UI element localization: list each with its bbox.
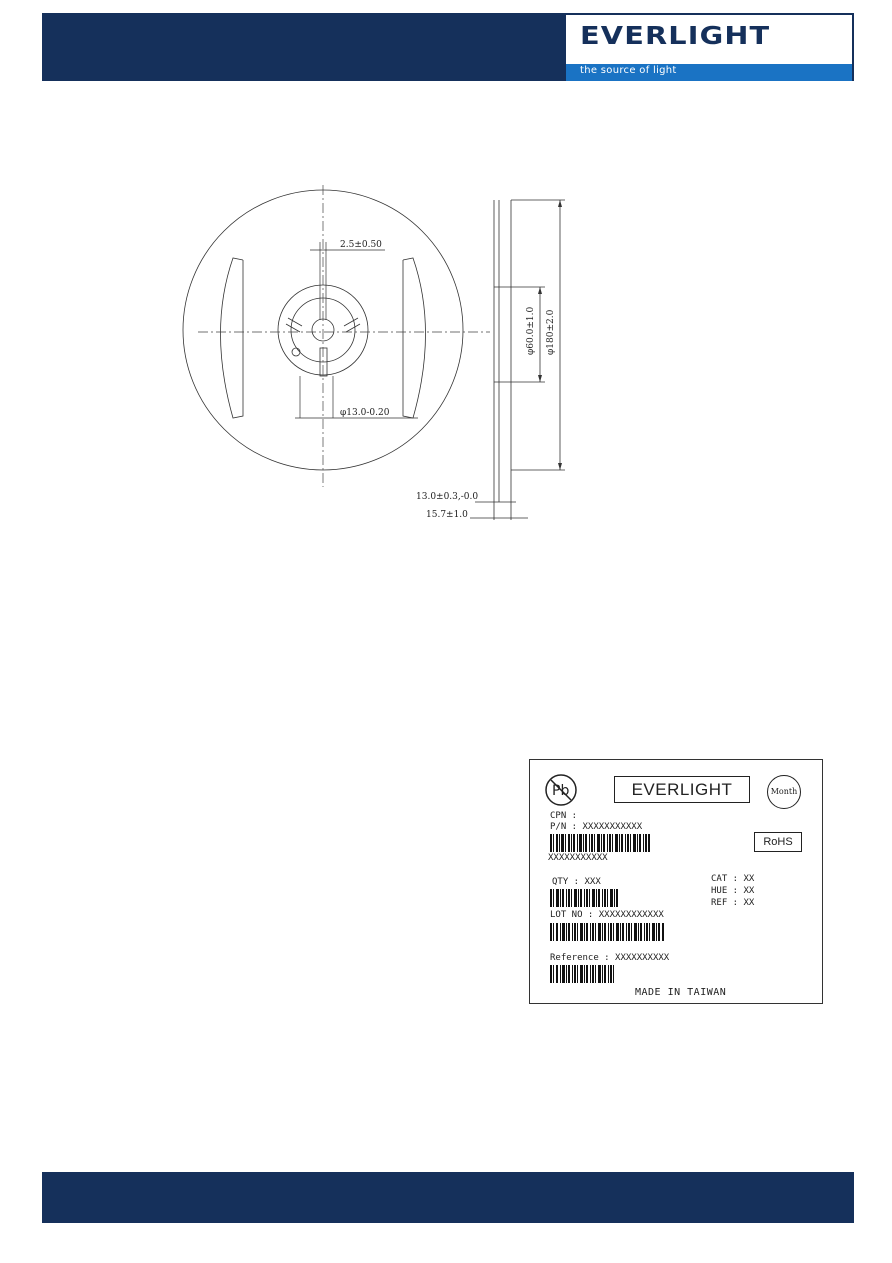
pb-free-icon: [544, 773, 578, 807]
tagline-text: the source of light: [580, 65, 677, 76]
reel-dimension-drawing: [170, 180, 590, 525]
pn-barcode: [550, 834, 650, 852]
reel-spoke-right: [344, 318, 360, 332]
reel-window-right: [403, 258, 426, 418]
cpn-field: CPN :: [550, 811, 578, 821]
reference-field: Reference : XXXXXXXXXX: [550, 953, 670, 963]
brand-logo: [566, 15, 852, 64]
hue-field: HUE : XX: [711, 886, 755, 896]
made-in-text: MADE IN TAIWAN: [635, 987, 727, 998]
ref-field: REF : XX: [711, 898, 755, 908]
rohs-mark: RoHS: [754, 832, 802, 852]
label-brand: EVERLIGHT: [614, 776, 750, 803]
reel-window-left: [221, 258, 244, 418]
dim-reel-diameter: φ180±2.0: [546, 309, 556, 355]
lot-field: LOT NO : XXXXXXXXXXXX: [550, 910, 664, 920]
dim-slot-width: 2.5±0.50: [340, 240, 382, 250]
reference-barcode: [550, 965, 614, 983]
dim-inner-width: 13.0±0.3,-0.0: [416, 492, 479, 502]
pn-value: XXXXXXXXXXX: [548, 853, 608, 863]
footer-band: [42, 1172, 854, 1223]
pn-field: P/N : XXXXXXXXXXX: [550, 822, 643, 832]
qty-field: QTY : XXX: [552, 877, 601, 887]
dim-hub-diameter: φ60.0±1.0: [526, 306, 536, 355]
reel-drive-hole: [292, 348, 300, 356]
brand-logo-text: EVERLIGHT: [580, 21, 771, 50]
dim-outer-width: 15.7±1.0: [426, 510, 468, 520]
lot-barcode: [550, 923, 664, 941]
reel-spoke-left: [286, 318, 302, 332]
month-stamp: Month: [767, 775, 801, 809]
cat-field: CAT : XX: [711, 874, 755, 884]
label-sample: [529, 759, 823, 1004]
dim-hub-hole: φ13.0-0.20: [340, 408, 390, 418]
qty-barcode: [550, 889, 618, 907]
pb-symbol: Pb: [552, 783, 570, 799]
tagline-bar: [566, 64, 852, 81]
